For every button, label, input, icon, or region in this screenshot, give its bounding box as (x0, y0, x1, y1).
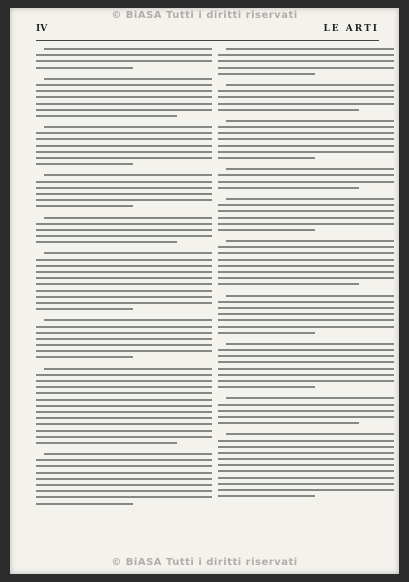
text-line (226, 48, 394, 50)
text-line (218, 145, 394, 147)
text-line (218, 174, 394, 176)
text-line (218, 217, 394, 219)
text-line (36, 277, 212, 279)
document-page (10, 8, 399, 574)
text-line (36, 54, 212, 56)
text-line (218, 90, 394, 92)
text-line (218, 229, 315, 231)
text-line (218, 470, 394, 472)
text-line (44, 252, 212, 254)
text-line (36, 478, 212, 480)
text-line (218, 495, 315, 497)
text-line (218, 277, 394, 279)
text-line (218, 204, 394, 206)
text-line (226, 397, 394, 399)
text-line (36, 417, 212, 419)
text-line (36, 503, 133, 505)
text-line (36, 380, 212, 382)
text-line (36, 399, 212, 401)
text-line (36, 374, 212, 376)
copyright-watermark-bottom: © BiASA Tutti i diritti riservati (111, 557, 298, 568)
text-line (36, 115, 177, 117)
text-line (36, 392, 212, 394)
text-line (36, 229, 212, 231)
text-line (218, 319, 394, 321)
text-line (226, 240, 394, 242)
text-line (36, 157, 212, 159)
text-line (36, 96, 212, 98)
text-line (218, 103, 394, 105)
text-line (218, 138, 394, 140)
text-line (218, 283, 359, 285)
text-line (218, 483, 394, 485)
text-line (218, 301, 394, 303)
text-line (44, 319, 212, 321)
text-line (218, 464, 394, 466)
text-line (218, 151, 394, 153)
text-line (36, 484, 212, 486)
text-line (218, 210, 394, 212)
text-line (44, 48, 212, 50)
text-line (36, 60, 212, 62)
text-line (36, 332, 212, 334)
text-line (36, 290, 212, 292)
text-line (36, 283, 212, 285)
text-line (36, 423, 212, 425)
text-line (218, 96, 394, 98)
text-line (218, 73, 315, 75)
text-line (218, 132, 394, 134)
text-line (36, 259, 212, 261)
text-line (218, 60, 394, 62)
text-line (226, 84, 394, 86)
text-line (36, 350, 212, 352)
text-line (218, 416, 394, 418)
text-line (218, 489, 394, 491)
text-line (36, 193, 212, 195)
copyright-watermark-top: © BiASA Tutti i diritti riservati (111, 10, 298, 21)
text-line (36, 459, 212, 461)
text-line (36, 265, 212, 267)
text-line (226, 120, 394, 122)
text-line (218, 307, 394, 309)
text-line (36, 241, 177, 243)
text-line (36, 496, 212, 498)
text-line (44, 368, 212, 370)
text-line (218, 187, 359, 189)
text-line (36, 163, 133, 165)
text-line (36, 411, 212, 413)
text-line (218, 67, 394, 69)
text-line (36, 472, 212, 474)
text-line (218, 404, 394, 406)
text-line (218, 410, 394, 412)
text-line (218, 440, 394, 442)
text-line (218, 452, 394, 454)
text-line (226, 295, 394, 297)
text-line (44, 78, 212, 80)
text-line (36, 67, 133, 69)
text-line (218, 252, 394, 254)
text-line (226, 433, 394, 435)
text-line (36, 465, 212, 467)
text-line (36, 296, 212, 298)
text-line (218, 271, 394, 273)
right-text-column (218, 48, 394, 544)
text-line (218, 477, 394, 479)
text-line (36, 109, 212, 111)
left-text-column (36, 48, 212, 544)
text-line (218, 223, 394, 225)
text-line (218, 380, 394, 382)
text-line (36, 103, 212, 105)
text-line (226, 168, 394, 170)
text-line (44, 217, 212, 219)
text-line (36, 386, 212, 388)
text-line (44, 453, 212, 455)
text-line (36, 302, 212, 304)
text-line (36, 181, 212, 183)
text-line (226, 343, 394, 345)
text-line (218, 446, 394, 448)
text-line (218, 349, 394, 351)
text-line (218, 259, 394, 261)
text-line (36, 490, 212, 492)
text-line (36, 90, 212, 92)
text-line (218, 265, 394, 267)
text-line (36, 151, 212, 153)
text-line (218, 109, 359, 111)
text-line (218, 181, 394, 183)
text-line (36, 405, 212, 407)
text-line (36, 84, 212, 86)
text-line (36, 145, 212, 147)
text-line (36, 326, 212, 328)
text-line (36, 442, 177, 444)
text-line (218, 313, 394, 315)
header-rule (36, 40, 379, 41)
text-line (218, 157, 315, 159)
text-line (226, 198, 394, 200)
text-line (36, 344, 212, 346)
text-line (218, 54, 394, 56)
text-line (36, 223, 212, 225)
text-line (36, 338, 212, 340)
text-line (36, 271, 212, 273)
text-line (218, 422, 359, 424)
page-number: IV (36, 24, 48, 34)
text-line (218, 368, 394, 370)
text-line (218, 355, 394, 357)
text-line (44, 126, 212, 128)
text-line (36, 205, 133, 207)
text-line (36, 430, 212, 432)
text-line (36, 199, 212, 201)
text-line (218, 332, 315, 334)
text-line (218, 374, 394, 376)
text-line (44, 174, 212, 176)
text-line (218, 458, 394, 460)
text-line (36, 308, 133, 310)
text-line (218, 361, 394, 363)
text-line (36, 187, 212, 189)
text-line (36, 235, 212, 237)
text-line (218, 386, 315, 388)
page-header (36, 24, 379, 38)
text-line (36, 138, 212, 140)
text-line (218, 246, 394, 248)
text-line (36, 132, 212, 134)
text-line (36, 356, 133, 358)
text-line (218, 126, 394, 128)
journal-title: LE ARTI (323, 24, 379, 34)
text-line (218, 326, 394, 328)
text-line (36, 436, 212, 438)
